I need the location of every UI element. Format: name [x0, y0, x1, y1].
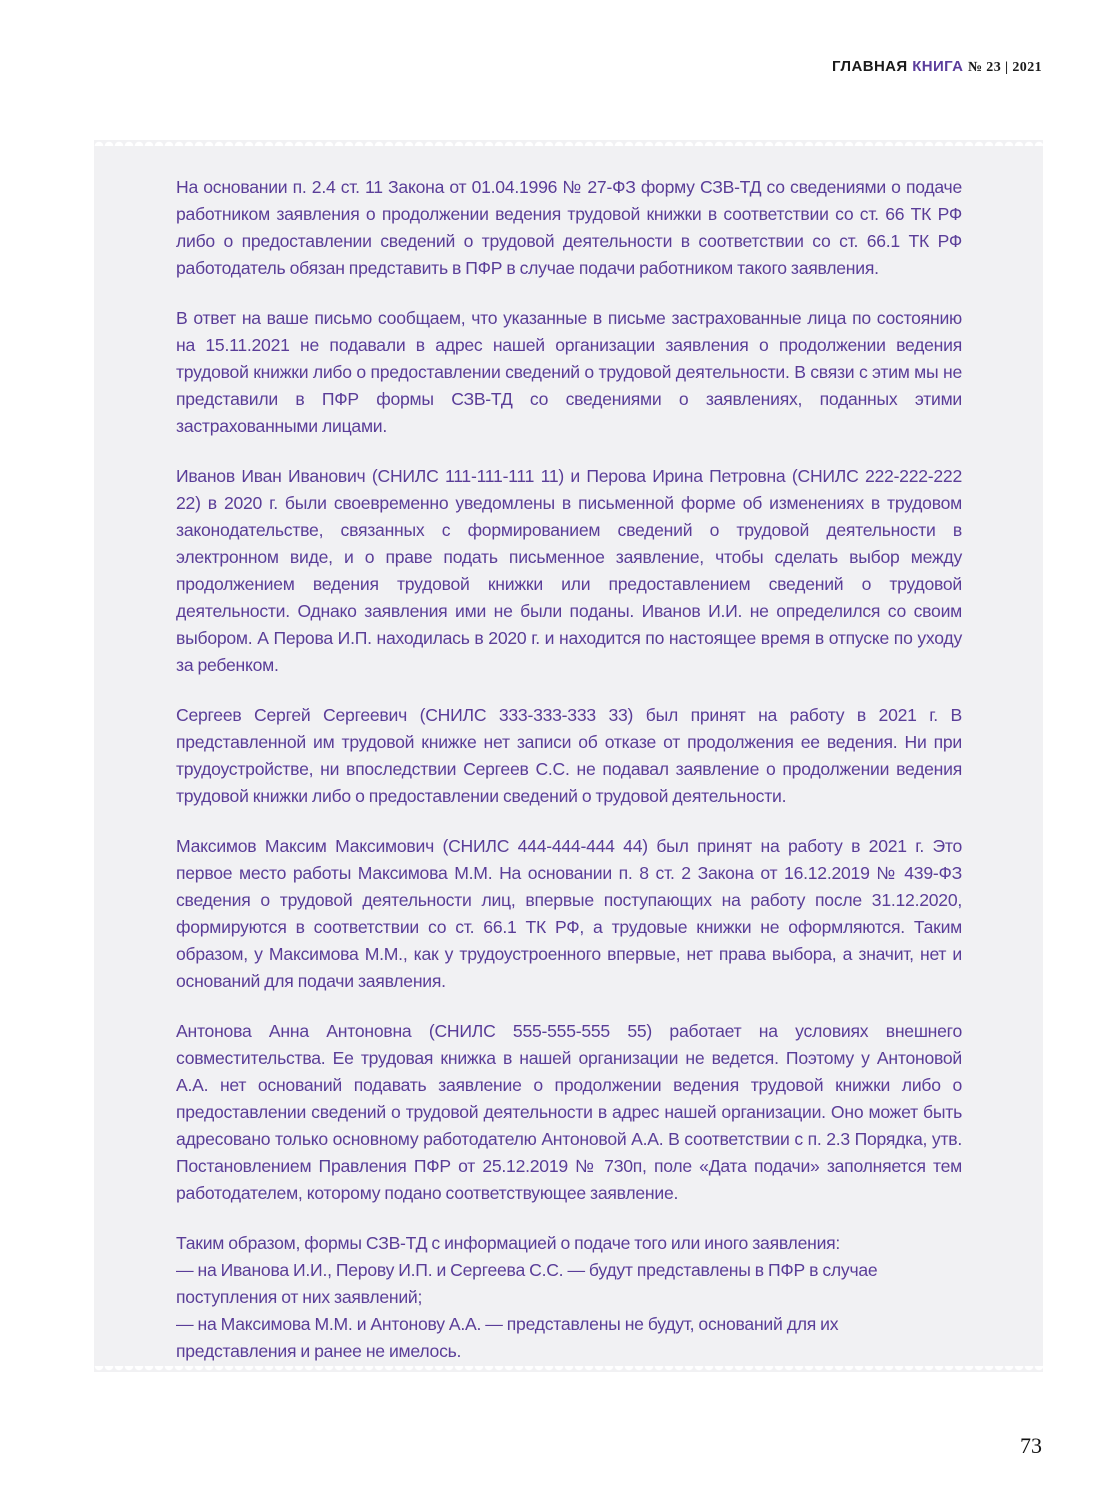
paragraph: Антонова Анна Антоновна (СНИЛС 555-555-555 55) работает на условиях внешнего совместительства. Ее трудовая книжка в нашей организации не ведется. Поэтому у Антоновой А.А. нет оснований подавать заявление о продолжении ведения трудовой книжки либо о предоставлении сведений о трудовой деятельности в адрес нашей организации. Оно может быть адресовано только основному работодателю Антоновой А.А. В соответствии с п. 2.3 Порядка, утв. Постановлением Правления ПФР от 25.12.2019 № 730п, поле «Дата подачи» заполняется тем работодателем, которому подано соответствующее заявление. — [176, 1021, 962, 1203]
conclusion-item: — на Иванова И.И., Перову И.П. и Сергеева С.С. — будут представлены в ПФР в случае поступления от них заявлений; — [176, 1260, 878, 1307]
paragraph: Иванов Иван Иванович (СНИЛС 111-111-111 11) и Перова Ирина Петровна (СНИЛС 222-222-222 22) в 2020 г. были своевременно уведомлены в письменной форме об изменениях в трудовом законодательстве, связанных с формированием сведений о трудовой деятельности в электронном виде, и о праве подать письменное заявление, чтобы сделать выбор между продолжением ведения трудовой книжки или предоставлением сведений о трудовой деятельности. Однако заявления ими не были поданы. Иванов И.И. не определился со своим выбором. А Перова И.П. находилась в 2020 г. и находится по настоящее время в отпуске по уходу за ребенком. — [176, 466, 962, 675]
brand-name-part2: КНИГА — [912, 58, 964, 75]
letter-body — [176, 174, 962, 1365]
conclusion-block — [176, 1230, 962, 1365]
paragraph: На основании п. 2.4 ст. 11 Закона от 01.04.1996 № 27-ФЗ форму СЗВ-ТД со сведениями о подаче работником заявления о продолжении ведения трудовой книжки в соответствии со ст. 66 ТК РФ либо о предоставлении сведений о трудовой деятельности в соответствии со ст. 66.1 ТК РФ работодатель обязан представить в ПФР в случае подачи работником такого заявления. — [176, 177, 962, 278]
brand-name-part1: ГЛАВНАЯ — [832, 58, 908, 75]
magazine-header — [832, 58, 1042, 76]
paragraph: В ответ на ваше письмо сообщаем, что указанные в письме застрахованные лица по состоянию на 15.11.2021 не подавали в адрес нашей организации заявления о продолжении ведения трудовой книжки либо о предоставлении сведений о трудовой деятельности. В связи с этим мы не представили в ПФР формы СЗВ-ТД со сведениями о заявлениях, поданных этими застрахованными лицами. — [176, 308, 962, 436]
issue-info: № 23 | 2021 — [967, 60, 1042, 75]
conclusion-item: — на Максимова М.М. и Антонову А.А. — представлены не будут, оснований для их представления и ранее не имелось. — [176, 1314, 839, 1361]
page-number: 73 — [1020, 1433, 1042, 1458]
conclusion-intro: Таким образом, формы СЗВ-ТД с информацией о подаче того или иного заявления: — [176, 1233, 841, 1253]
paragraph: Максимов Максим Максимович (СНИЛС 444-444-444 44) был принят на работу в 2021 г. Это первое место работы Максимова М.М. На основании п. 8 ст. 2 Закона от 16.12.2019 № 439-ФЗ сведения о трудовой деятельности лиц, впервые поступающих на работу после 31.12.2020, формируются в соответствии со ст. 66.1 ТК РФ, а трудовые книжки не оформляются. Таким образом, у Максимова М.М., как у трудоустроенного впервые, нет права выбора, а значит, нет и оснований для подачи заявления. — [176, 836, 962, 991]
paragraph: Сергеев Сергей Сергеевич (СНИЛС 333-333-333 33) был принят на работу в 2021 г. В представленной им трудовой книжке нет записи об отказе от продолжения ее ведения. Ни при трудоустройстве, ни впоследствии Сергеев С.С. не подавал заявление о продолжении ведения трудовой книжки либо о предоставлении сведений о трудовой деятельности. — [176, 705, 962, 806]
